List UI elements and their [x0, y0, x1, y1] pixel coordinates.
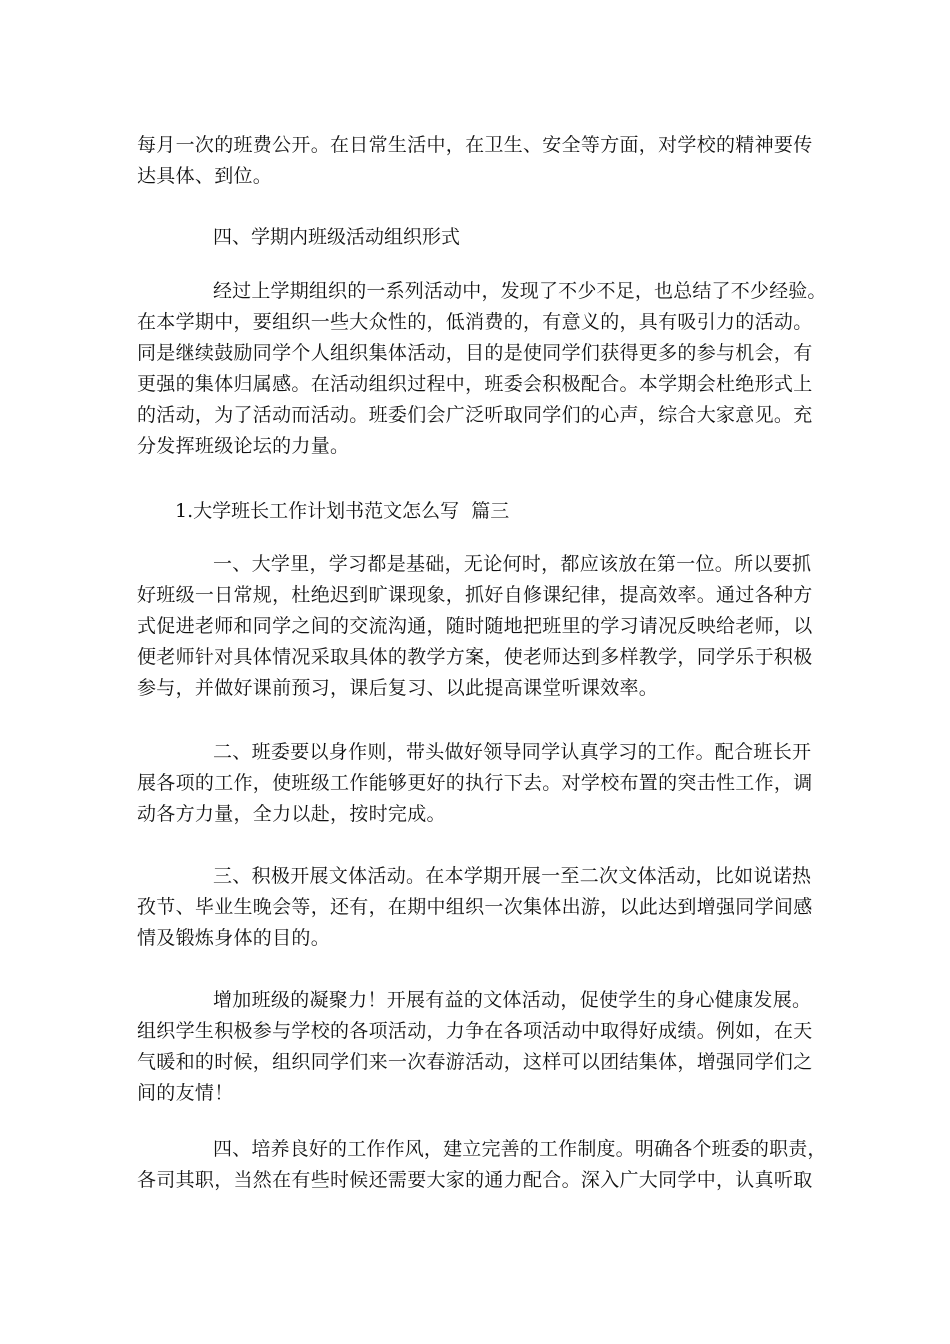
text-line: 的活动，为了活动而活动。班委们会广泛听取同学们的心声，综合大家意见。充 [137, 404, 813, 426]
text-line: 经过上学期组织的一系列活动中，发现了不少不足，也总结了不少经验。 [213, 280, 827, 302]
text-line: 情及锻炼身体的目的。 [137, 927, 331, 949]
text-line: 增加班级的凝聚力！开展有益的文体活动，促使学生的身心健康发展。 [213, 989, 812, 1011]
text-line: 各司其职，当然在有些时候还需要大家的通力配合。深入广大同学中，认真听取 [137, 1169, 813, 1191]
text-line: 四、培养良好的工作作风，建立完善的工作制度。明确各个班委的职责， [213, 1138, 827, 1160]
paragraph-study [137, 549, 827, 704]
text-line: 式促进老师和同学之间的交流沟通，随时随地把班里的学习请况反映给老师，以 [137, 615, 813, 637]
section-heading-activity-form [213, 222, 460, 253]
paragraph-work-style [137, 1134, 827, 1196]
heading-text: 四、学期内班级活动组织形式 [213, 226, 461, 248]
text-line: 分发挥班级论坛的力量。 [137, 435, 350, 457]
text-line: 间的友情！ [137, 1082, 234, 1104]
text-line: 动各方力量，全力以赴，按时完成。 [137, 803, 446, 825]
text-line: 达具体、到位。 [137, 165, 273, 187]
text-line: 更强的集体归属感。在活动组织过程中，班委会积极配合。本学期会杜绝形式上 [137, 373, 813, 395]
text-line: 组织学生积极参与学校的各项活动，力争在各项活动中取得好成绩。例如，在天 [137, 1020, 813, 1042]
text-line: 在本学期中，要组织一些大众性的，低消费的，有意义的，具有吸引力的活动。 [137, 311, 813, 333]
text-line: 一、大学里，学习都是基础，无论何时，都应该放在第一位。所以要抓 [213, 553, 812, 575]
text-line: 好班级一日常规，杜绝迟到旷课现象，抓好自修课纪律，提高效率。通过各种方 [137, 584, 813, 606]
text-line: 气暖和的时候，组织同学们来一次春游活动，这样可以团结集体，增强同学们之 [137, 1051, 813, 1073]
text-line: 三、积极开展文体活动。在本学期开展一至二次文体活动，比如说诺热 [213, 865, 812, 887]
text-line: 孜节、毕业生晚会等，还有，在期中组织一次集体出游，以此达到增强同学间感 [137, 896, 813, 918]
text-line: 便老师针对具体情况采取具体的教学方案，使老师达到多样教学，同学乐于积极 [137, 646, 813, 668]
text-line: 二、班委要以身作则，带头做好领导同学认真学习的工作。配合班长开 [213, 741, 812, 763]
text-line: 展各项的工作，使班级工作能够更好的执行下去。对学校布置的突击性工作，调 [137, 772, 813, 794]
text-line: 每月一次的班费公开。在日常生活中，在卫生、安全等方面，对学校的精神要传 [137, 134, 813, 156]
paragraph-cultural-activities [137, 861, 827, 954]
article-heading-part-three [175, 496, 509, 527]
heading-text: 1.大学班长工作计划书范文怎么写 篇三 [175, 500, 510, 522]
text-line: 参与，并做好课前预习，课后复习、以此提高课堂听课效率。 [137, 677, 659, 699]
paragraph-activities [137, 276, 827, 462]
paragraph-class-fee [137, 130, 827, 192]
text-line: 同是继续鼓励同学个人组织集体活动，目的是使同学们获得更多的参与机会，有 [137, 342, 813, 364]
paragraph-cohesion [137, 985, 827, 1109]
paragraph-committee [137, 737, 827, 830]
